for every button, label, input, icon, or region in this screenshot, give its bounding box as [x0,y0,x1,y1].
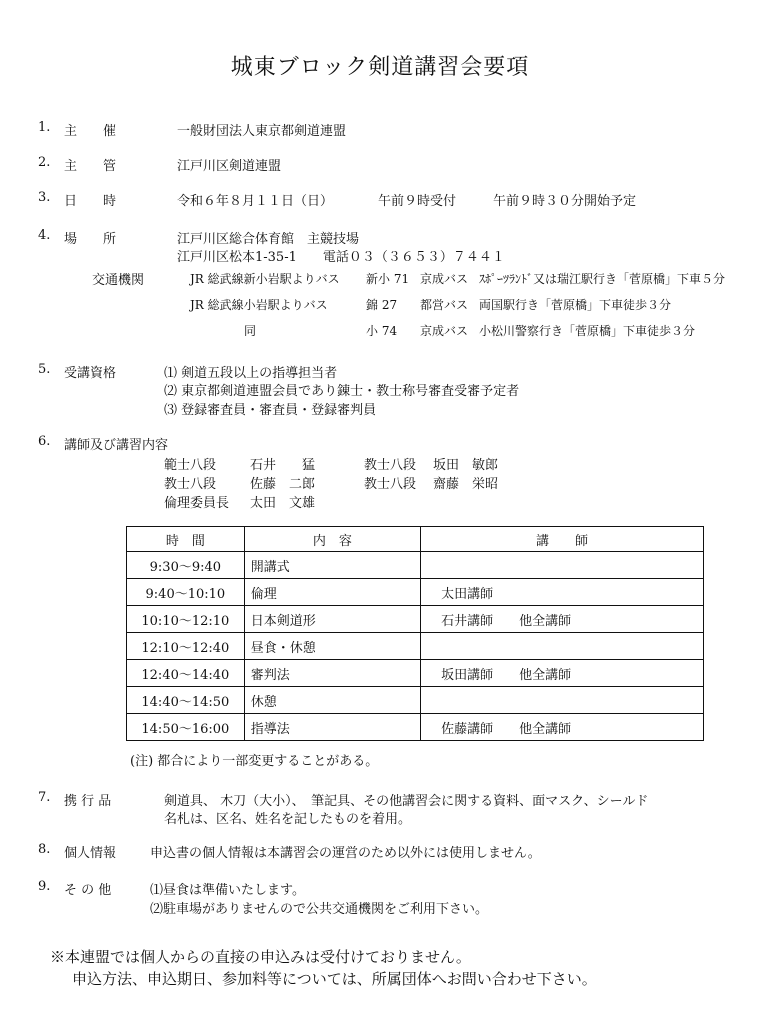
table-row [127,579,704,606]
section-number: 2. [38,155,51,170]
section-label-venue: 場 所 [64,232,117,247]
instructor-rank: 教士八段 [364,477,417,492]
table-row [127,633,704,660]
route-from: JR 総武線新小岩駅よりバス [190,272,340,286]
reception-time: 午前９時受付 [378,194,457,209]
time-cell: 9:30～9:40 [127,552,245,579]
instructor-name: 坂田 敏郎 [433,458,499,473]
instructor-rank: 倫理委員長 [164,496,230,511]
instructor-rank: 教士八段 [364,458,417,473]
organizer-value: 一般財団法人東京都剣道連盟 [177,124,347,139]
route-company: 京成バス [420,324,469,338]
section-number: 4. [38,228,51,243]
time-cell: 14:40～14:50 [127,687,245,714]
lecturer-cell [421,552,704,579]
header-lecturer: 講 師 [421,527,704,552]
route-bus: 新小 71 [366,272,410,286]
route-bus: 小 74 [366,324,398,338]
other-item: ⑵駐車場がありませんので公共交通機関をご利用下さい。 [150,902,489,917]
section-number: 7. [38,790,51,805]
section-label-organizer: 主 催 [64,124,117,139]
other-item: ⑴昼食は準備いたします。 [150,883,305,898]
items-line: 剣道具、 木刀（大小）、 筆記具、その他講習会に関する資料、面マスク、シールド [164,794,649,809]
eligibility-item: ⑵ 東京都剣道連盟会員であり錬士・教士称号審査受審予定者 [164,384,520,399]
route-desc: 小松川警察行き「菅原橋」下車徒歩３分 [479,324,696,338]
section-number: 6. [38,434,51,449]
time-cell: 14:50～16:00 [127,714,245,741]
route-desc: ｽﾎﾟｰﾂﾗﾝﾄﾞ又は瑞江駅行き「菅原橋」下車５分 [479,272,726,286]
items-line: 名札は、区名、姓名を記したものを着用。 [164,812,412,827]
route-bus: 錦 27 [366,298,398,312]
content-cell: 倫理 [244,579,420,606]
schedule-table [126,526,704,741]
table-row [127,687,704,714]
instructor-name: 齋藤 栄昭 [433,477,499,492]
table-row [127,660,704,687]
lecturer-cell: 太田講師 [421,579,704,606]
event-date: 令和６年８月１１日（日） [177,194,334,209]
content-cell: 日本剣道形 [244,606,420,633]
section-label-privacy: 個人情報 [64,846,117,861]
route-from: JR 総武線小岩駅よりバス [190,298,328,312]
start-time: 午前９時３０分開始予定 [493,194,637,209]
lecturer-cell: 坂田講師 他全講師 [421,660,704,687]
route-from: 同 [244,324,257,338]
table-row [127,552,704,579]
section-number: 9. [38,879,51,894]
section-label-host: 主 管 [64,159,117,174]
page-title: 城東ブロック剣道講習会要項 [230,55,530,80]
header-content: 内 容 [244,527,420,552]
route-company: 京成バス [420,272,469,286]
lecturer-cell [421,633,704,660]
instructor-name: 石井 猛 [250,458,316,473]
time-cell: 12:10～12:40 [127,633,245,660]
time-cell: 12:40～14:40 [127,660,245,687]
eligibility-item: ⑴ 剣道五段以上の指導担当者 [164,366,338,381]
eligibility-item: ⑶ 登録審査員・審査員・登録審判員 [164,403,377,418]
section-number: 1. [38,120,51,135]
content-cell: 開講式 [244,552,420,579]
venue-address: 江戸川区松本1-35-1 電話０３（３６５３）７４４１ [177,250,505,265]
instructor-name: 佐藤 二郎 [250,477,316,492]
section-label-other: そ の 他 [64,883,112,898]
content-cell: 指導法 [244,714,420,741]
route-company: 都営バス [420,298,469,312]
content-cell: 審判法 [244,660,420,687]
instructor-rank: 教士八段 [164,477,217,492]
content-cell: 昼食・休憩 [244,633,420,660]
venue-name: 江戸川区総合体育館 主競技場 [177,232,360,247]
lecturer-cell: 石井講師 他全講師 [421,606,704,633]
content-cell: 休憩 [244,687,420,714]
table-header-row [127,527,704,552]
section-label-instructors: 講師及び講習内容 [64,438,169,453]
route-desc: 両国駅行き「菅原橋」下車徒歩３分 [479,298,672,312]
section-label-eligibility: 受講資格 [64,366,117,381]
notice-line: 申込方法、申込期日、参加料等については、所属団体へお問い合わせ下さい。 [72,970,597,988]
table-row [127,714,704,741]
lecturer-cell: 佐藤講師 他全講師 [421,714,704,741]
instructor-name: 太田 文雄 [250,496,316,511]
header-time: 時 間 [127,527,245,552]
instructor-rank: 範士八段 [164,458,217,473]
notice-line: ※本連盟では個人からの直接の申込みは受付けておりません。 [50,948,471,966]
section-label-items: 携 行 品 [64,794,112,809]
section-number: 5. [38,362,51,377]
section-number: 8. [38,842,51,857]
lecturer-cell [421,687,704,714]
time-cell: 9:40～10:10 [127,579,245,606]
table-row [127,606,704,633]
privacy-value: 申込書の個人情報は本講習会の運営のため以外には使用しません。 [150,846,541,861]
section-label-datetime: 日 時 [64,194,117,209]
schedule-note: (注) 都合により一部変更することがある。 [130,754,379,769]
section-number: 3. [38,190,51,205]
host-value: 江戸川区剣道連盟 [177,159,282,174]
transport-label: 交通機関 [92,273,145,288]
time-cell: 10:10～12:10 [127,606,245,633]
